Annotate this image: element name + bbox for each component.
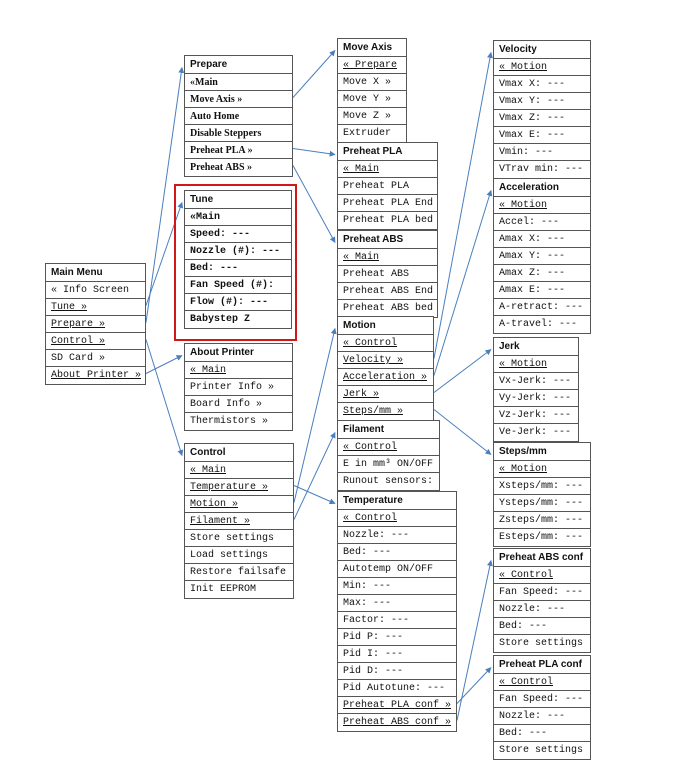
menu-item-printer-info[interactable]: Printer Info » <box>185 379 292 396</box>
menu-item-load-settings[interactable]: Load settings <box>185 547 293 564</box>
menu-item-move-y[interactable]: Move Y » <box>338 91 406 108</box>
menu-preheat-abs-conf <box>493 548 591 653</box>
menu-item-disable-steppers[interactable]: Disable Steppers <box>185 125 292 142</box>
menu-item-e-in-mm-on-off[interactable]: E in mm³ ON/OFF <box>338 456 439 473</box>
menu-item-vmax-z[interactable]: Vmax Z: --- <box>494 110 590 127</box>
menu-item-control[interactable]: « Control <box>494 567 590 584</box>
menu-item-store-settings[interactable]: Store settings <box>185 530 293 547</box>
menu-item-babystep-z[interactable]: Babystep Z <box>190 314 251 325</box>
menu-item-speed[interactable]: Speed: --- <box>185 226 291 243</box>
menu-item-motion[interactable]: « Motion <box>494 197 590 214</box>
menu-item-max[interactable]: Max: --- <box>338 595 456 612</box>
menu-item-prepare[interactable]: Prepare » <box>46 316 145 333</box>
menu-item-pid-i[interactable]: Pid I: --- <box>338 646 456 663</box>
menu-motion <box>337 316 434 421</box>
menu-item-main[interactable]: « Main <box>185 362 292 379</box>
menu-item-sd-card[interactable]: SD Card » <box>46 350 145 367</box>
menu-preheat-pla-conf <box>493 655 591 760</box>
menu-control <box>184 443 294 599</box>
menu-item-control[interactable]: « Control <box>338 335 433 352</box>
menu-item-fan-speed[interactable]: Fan Speed: --- <box>494 691 590 708</box>
menu-item-pid-p[interactable]: Pid P: --- <box>338 629 456 646</box>
menu-item-vy-jerk[interactable]: Vy-Jerk: --- <box>494 390 578 407</box>
menu-item-acceleration[interactable]: Acceleration » <box>338 369 433 386</box>
menu-item-bed[interactable]: Bed: --- <box>185 260 291 277</box>
menu-item-preheat-pla-bed[interactable]: Preheat PLA bed <box>343 215 434 226</box>
menu-item-tune[interactable]: Tune » <box>46 299 145 316</box>
menu-item-move-z[interactable]: Move Z » <box>338 108 406 125</box>
menu-item-ysteps-mm[interactable]: Ysteps/mm: --- <box>494 495 590 512</box>
menu-item-amax-z[interactable]: Amax Z: --- <box>494 265 590 282</box>
menu-title: Tune <box>185 191 291 209</box>
menu-item-esteps-mm[interactable]: Esteps/mm: --- <box>499 532 584 543</box>
connector-arrow-13 <box>434 410 491 455</box>
menu-item-bed[interactable]: Bed: --- <box>494 725 590 742</box>
menu-item-pid-autotune[interactable]: Pid Autotune: --- <box>338 680 456 697</box>
menu-item-info-screen[interactable]: « Info Screen <box>46 282 145 299</box>
connector-arrow-10 <box>434 53 491 359</box>
menu-item-restore-failsafe[interactable]: Restore failsafe <box>185 564 293 581</box>
connector-arrow-14 <box>457 668 491 704</box>
menu-item-steps-mm[interactable]: Steps/mm » <box>343 406 404 417</box>
menu-item-xsteps-mm[interactable]: Xsteps/mm: --- <box>494 478 590 495</box>
connector-arrow-7 <box>294 329 335 503</box>
menu-item-a-travel[interactable]: A-travel: --- <box>499 319 578 330</box>
menu-title: Control <box>185 444 293 462</box>
menu-item-vmin[interactable]: Vmin: --- <box>494 144 590 161</box>
menu-item-init-eeprom[interactable]: Init EEPROM <box>190 584 257 595</box>
menu-title: Acceleration <box>494 179 590 197</box>
menu-item-vmax-y[interactable]: Vmax Y: --- <box>494 93 590 110</box>
menu-item-move-axis[interactable]: Move Axis » <box>185 91 292 108</box>
menu-item-main[interactable]: « Main <box>338 161 437 178</box>
menu-item-filament[interactable]: Filament » <box>185 513 293 530</box>
menu-item-zsteps-mm[interactable]: Zsteps/mm: --- <box>494 512 590 529</box>
menu-item-vz-jerk[interactable]: Vz-Jerk: --- <box>494 407 578 424</box>
menu-item-motion[interactable]: « Motion <box>494 356 578 373</box>
tune-highlight-box <box>174 184 297 341</box>
menu-title: Jerk <box>494 338 578 356</box>
menu-item-motion[interactable]: « Motion <box>494 59 590 76</box>
menu-item-amax-x[interactable]: Amax X: --- <box>494 231 590 248</box>
connector-arrow-11 <box>434 191 491 376</box>
menu-title: Move Axis <box>338 39 406 57</box>
menu-item-extruder[interactable]: Extruder <box>343 128 392 139</box>
menu-item-auto-home[interactable]: Auto Home <box>185 108 292 125</box>
menu-item-preheat-abs-end[interactable]: Preheat ABS End <box>338 283 437 300</box>
menu-item-fan-speed[interactable]: Fan Speed: --- <box>494 584 590 601</box>
menu-item-nozzle[interactable]: Nozzle: --- <box>494 601 590 618</box>
menu-item-velocity[interactable]: Velocity » <box>338 352 433 369</box>
menu-item-pid-d[interactable]: Pid D: --- <box>338 663 456 680</box>
connector-arrow-8 <box>294 433 335 520</box>
menu-item-main[interactable]: « Main <box>185 462 293 479</box>
menu-item-vtrav-min[interactable]: VTrav min: --- <box>499 164 584 175</box>
menu-item-control[interactable]: « Control <box>338 510 456 527</box>
connector-arrow-4 <box>293 51 335 98</box>
menu-title: Motion <box>338 317 433 335</box>
menu-item-vmax-x[interactable]: Vmax X: --- <box>494 76 590 93</box>
connector-arrow-15 <box>457 561 491 721</box>
menu-item-thermistors[interactable]: Thermistors » <box>190 416 269 427</box>
menu-title: About Printer <box>185 344 292 362</box>
menu-item-preheat-abs[interactable]: Preheat ABS » <box>190 162 253 173</box>
menu-title: Temperature <box>338 492 456 510</box>
menu-item-bed[interactable]: Bed: --- <box>494 618 590 635</box>
menu-title: Preheat PLA conf <box>494 656 590 674</box>
menu-item-preheat-abs-conf[interactable]: Preheat ABS conf » <box>343 717 452 728</box>
menu-item-control[interactable]: Control » <box>46 333 145 350</box>
menu-velocity <box>493 40 591 179</box>
menu-preheat-abs <box>337 230 438 318</box>
menu-item-preheat-pla[interactable]: Preheat PLA <box>338 178 437 195</box>
connector-arrow-5 <box>293 149 335 155</box>
connector-arrow-2 <box>146 340 182 456</box>
menu-item-preheat-abs-bed[interactable]: Preheat ABS bed <box>343 303 434 314</box>
menu-acceleration <box>493 178 591 334</box>
menu-item-move-x[interactable]: Move X » <box>338 74 406 91</box>
menu-item-preheat-abs[interactable]: Preheat ABS <box>338 266 437 283</box>
menu-filament <box>337 420 440 491</box>
connector-arrow-12 <box>434 350 491 393</box>
menu-title: Steps/mm <box>494 443 590 461</box>
menu-prepare <box>184 55 293 177</box>
menu-title: Main Menu <box>46 264 145 282</box>
menu-item-flow[interactable]: Flow (#): --- <box>185 294 291 311</box>
menu-title: Velocity <box>494 41 590 59</box>
menu-item-preheat-pla[interactable]: Preheat PLA » <box>185 142 292 159</box>
menu-item-main[interactable]: «Main <box>185 74 292 91</box>
menu-item-nozzle[interactable]: Nozzle: --- <box>338 527 456 544</box>
menu-title: Prepare <box>185 56 292 74</box>
menu-item-main[interactable]: «Main <box>185 209 291 226</box>
menu-item-amax-e[interactable]: Amax E: --- <box>494 282 590 299</box>
menu-about-printer <box>184 343 293 431</box>
menu-move-axis <box>337 38 407 143</box>
menu-main-menu <box>45 263 146 385</box>
menu-item-control[interactable]: « Control <box>338 439 439 456</box>
menu-item-bed[interactable]: Bed: --- <box>338 544 456 561</box>
menu-item-about-printer[interactable]: About Printer » <box>51 370 142 381</box>
menu-item-store-settings[interactable]: Store settings <box>499 638 584 649</box>
menu-item-ve-jerk[interactable]: Ve-Jerk: --- <box>499 427 572 438</box>
menu-jerk <box>493 337 579 442</box>
menu-temperature <box>337 491 457 732</box>
menu-item-main[interactable]: « Main <box>338 249 437 266</box>
menu-item-prepare[interactable]: « Prepare <box>338 57 406 74</box>
connector-arrow-3 <box>146 356 182 374</box>
menu-title: Preheat PLA <box>338 143 437 161</box>
menu-item-factor[interactable]: Factor: --- <box>338 612 456 629</box>
menu-item-runout-sensors[interactable]: Runout sensors: <box>343 476 434 487</box>
menu-item-preheat-pla-end[interactable]: Preheat PLA End <box>338 195 437 212</box>
menu-item-nozzle[interactable]: Nozzle (#): --- <box>185 243 291 260</box>
menu-item-jerk[interactable]: Jerk » <box>338 386 433 403</box>
menu-item-accel[interactable]: Accel: --- <box>494 214 590 231</box>
connector-arrow-6 <box>293 166 335 243</box>
menu-preheat-pla <box>337 142 438 230</box>
menu-item-vx-jerk[interactable]: Vx-Jerk: --- <box>494 373 578 390</box>
menu-title: Preheat ABS <box>338 231 437 249</box>
menu-item-min[interactable]: Min: --- <box>338 578 456 595</box>
menu-item-vmax-e[interactable]: Vmax E: --- <box>494 127 590 144</box>
menu-item-nozzle[interactable]: Nozzle: --- <box>494 708 590 725</box>
menu-item-autotemp-on-off[interactable]: Autotemp ON/OFF <box>338 561 456 578</box>
menu-item-amax-y[interactable]: Amax Y: --- <box>494 248 590 265</box>
menu-item-temperature[interactable]: Temperature » <box>185 479 293 496</box>
menu-item-motion[interactable]: Motion » <box>185 496 293 513</box>
menu-title: Preheat ABS conf <box>494 549 590 567</box>
menu-title: Filament <box>338 421 439 439</box>
menu-steps-mm <box>493 442 591 547</box>
menu-item-a-retract[interactable]: A-retract: --- <box>494 299 590 316</box>
menu-item-fan-speed[interactable]: Fan Speed (#): <box>185 277 291 294</box>
menu-item-board-info[interactable]: Board Info » <box>185 396 292 413</box>
menu-item-store-settings[interactable]: Store settings <box>499 745 584 756</box>
connector-arrow-9 <box>294 486 335 504</box>
menu-item-motion[interactable]: « Motion <box>494 461 590 478</box>
menu-item-preheat-pla-conf[interactable]: Preheat PLA conf » <box>338 697 456 714</box>
menu-item-control[interactable]: « Control <box>494 674 590 691</box>
